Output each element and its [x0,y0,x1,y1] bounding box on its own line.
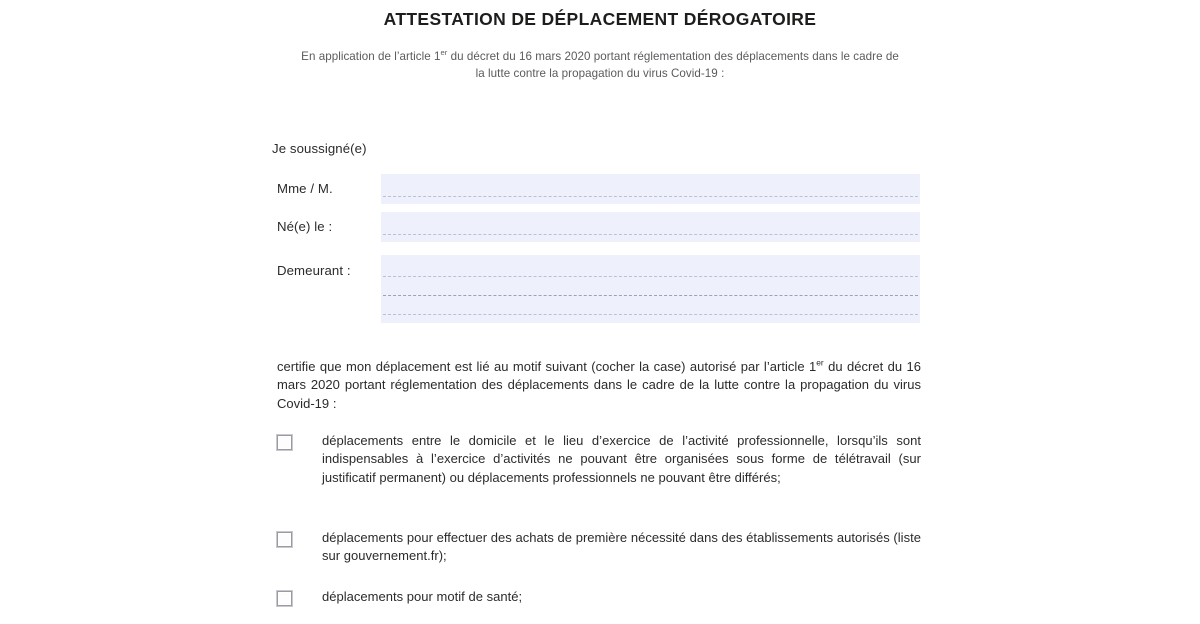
checkbox-reason-2[interactable] [277,532,292,547]
subtitle-text-start: En application de l’article 1 [301,50,441,63]
document-title: ATTESTATION DE DÉPLACEMENT DÉROGATOIRE [383,9,817,29]
declaration-intro-label: Je soussigné(e) [272,141,367,156]
field-label-birthdate: Né(e) le : [277,219,333,234]
writing-guide-line [383,295,918,296]
certification-ordinal-superscript: er [816,357,824,368]
subtitle-text-end: du décret du 16 mars 2020 portant réglementation des déplacements dans le cadre de la lutte contre la propagation du virus Covid-19 : [447,50,899,80]
writing-guide-line [383,314,918,315]
certification-text-start: certifie que mon déplacement est lié au motif suivant (cocher la case) autorisé par l’article 1 [277,359,817,374]
field-input-address[interactable] [381,255,920,323]
certification-paragraph [277,358,921,413]
document-subtitle [300,48,900,82]
field-input-birthdate[interactable] [381,212,920,242]
writing-guide-line [383,276,918,277]
reason-label-1: déplacements entre le domicile et le lieu d’exercice de l’activité professionnelle, lorsqu’ils sont indispensables à l’exercice d’activités ne pouvant être organisées sous forme de télétravail (sur justificatif permanent) ou déplacements professionnels ne pouvant être différés; [322,433,921,485]
subtitle-ordinal-superscript: er [440,48,448,58]
checkbox-reason-3[interactable] [277,591,292,606]
field-label-civility: Mme / M. [277,181,333,196]
writing-guide-line [383,196,918,197]
field-label-address: Demeurant : [277,263,351,278]
reason-label-3: déplacements pour motif de santé; [322,589,523,604]
writing-guide-line [383,234,918,235]
reason-label-2: déplacements pour effectuer des achats de première nécessité dans des établissements autorisés (liste sur gouvernement.fr); [322,530,921,564]
field-input-civility[interactable] [381,174,920,204]
checkbox-reason-1[interactable] [277,435,292,450]
certification-text-end: du décret du 16 mars 2020 portant réglementation des déplacements dans le cadre de la lutte contre la propagation du virus Covid-19 : [277,359,922,411]
